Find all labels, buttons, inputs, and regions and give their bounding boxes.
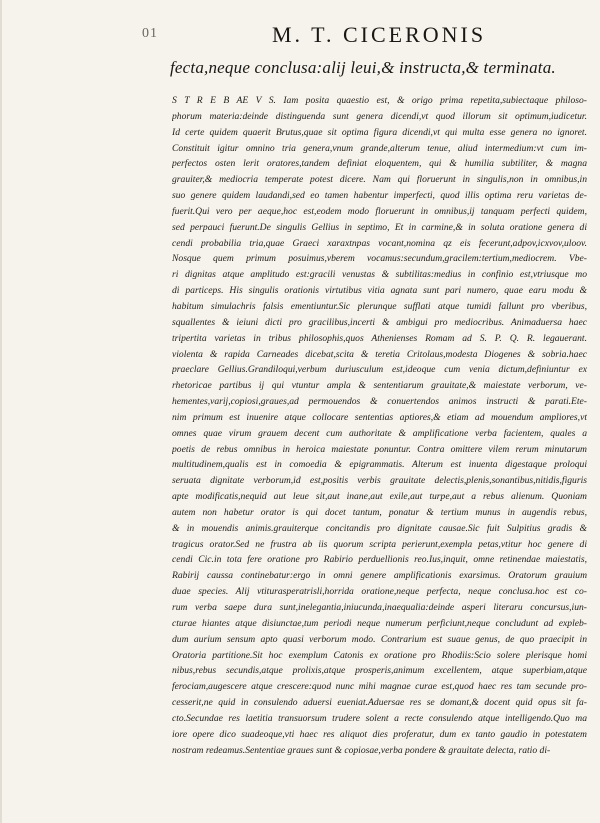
text-line: omnes quae virum grauem decent cum authoritate & amplificatione verba facientem, quales a [172, 427, 587, 439]
text-line: dum aurium sensum apto quasi verborum modo. Contrarium est suaue genus, de quo praecipit in [172, 633, 587, 645]
text-line: nim primum est inuenire atque collocare sententias aptiores,& etiam ad mouendum ampliores,vt [172, 411, 587, 423]
text-line: hementes,varij,copiosi,graues,ad permouendos & conuertendos animos instructi & parati.Ete- [172, 396, 587, 408]
text-line: Id certe quidem quaerit Brutus,quae sit optima figura dicendi,vt qui multa esse genera no ignoret. [172, 126, 587, 138]
text-line: apte modificatis,nequid aut leue sit,aut inane,aut exile,aut turpe,aut a rebus alienum. Quoniam [172, 491, 587, 503]
text-line: poetis de rebus omnibus in heroica maiestate ponuntur. Contra omittere vilem rerum minutarum [172, 443, 587, 455]
text-line: ri dignitas atque amplitudo est:gracili venustas & subtilitas:medius in confinio est,vtriusque mo [172, 269, 587, 281]
text-line: nostram redeamus.Sententiae graues sunt & copiosae,verba pondere & grauitate delecta, ratio di- [172, 744, 551, 756]
text-line: tragicus orator.Sed ne frustra ab iis quorum scripta perierunt,exempla petas,vtitur hoc genere di [172, 538, 587, 550]
text-line: duae species. Alij vtiturasperatrisli,horrida oratione,neque perfecta, neque conclusa.hoc est co- [172, 586, 587, 598]
text-line: cesserit,ne quid in consulendo aduersi eueniat.Aduersae res se domant,& docent quid opus sit fa- [172, 697, 587, 709]
text-line: di particeps. His singulis orationis virtutibus vitia agnata sunt pari numero, quae earu modu & [172, 285, 587, 297]
text-line: grauiter,& mediocria temperate potest dicere. Nam qui floruerunt in singulis,non in omnibus,in [172, 174, 587, 186]
text-line: squallentes & ieiuni dicti pro gracilibus,incerti & ambigui pro mediocribus. Animaduersa haec [172, 316, 587, 328]
text-line: fuerit.Qui vero per aeque,hoc est,eodem modo floruerunt in omnibus,ij tanquam perfecti quidem, [172, 205, 587, 217]
text-line: cto.Secundae res laetitia transuorsum trudere solent a recte consulendo atque intelligendo.Quo ma [172, 712, 587, 724]
text-line: autem non habetur orator is qui docet tantum, ponatur & tertium munus in augendis rebus, [172, 506, 587, 518]
text-line: perfectos osten lerit oratores,tandem definiat eloquentem, qui & humilia subtiliter, & magna [172, 158, 587, 170]
opening-line: fecta,neque conclusa:alij leui,& instructa,& terminata. [170, 58, 556, 77]
running-head: M. T. CICERONIS [272, 22, 487, 47]
text-line: seruata dignitate verborum,id est,positis verbis grauitate delectis,plenis,sonantibus,nitidis,figuris [172, 475, 587, 487]
text-line: ferociam,augescere atque crescere:quod nunc mihi magnae curae est,quod haec res tam secunde pro- [172, 681, 587, 693]
text-line: Rabirij caussa continebatur:ergo in omni genere amplificationis exarsimus. Oratorum grauium [172, 570, 587, 582]
text-line: & in mouendis animis.grauiterque concitandis pro dignitate causae.Sic fuit Sulpitius gradis & [172, 522, 587, 534]
text-line: praeclare Gellius.Grandiloqui,verbum duriusculum est,ideoque cum venia dictum,definiuntur ex [172, 364, 587, 376]
text-line: violenta & rapida Carneades dicebat,scita & teretia Critolaus,modesta Diogenes & sobria.haec [172, 348, 587, 360]
text-line: cturae hiantes atque disiunctae,tum periodi neque numerum perficiunt,neque concludunt ad expleb- [172, 617, 587, 629]
text-line: rum verba saepe dura sunt,inelegantia,iniucunda,inaequalia:deinde asperi literaru concursus,iun- [172, 602, 587, 613]
commentary-text [172, 93, 587, 758]
text-line: tripertita varietas in tribus philosophis,quos Athenienses Romam ad S. P. Q. R. legauerant. [172, 332, 587, 344]
text-line: nibus,rebus secundis,atque prolixis,atque prosperis,animum excellentem, atque superbiam,atque [172, 665, 587, 677]
text-line: Oratoria partitione.Sit hoc exemplum Catonis ex oratione pro Rhodiis:Scio solere plerisque homi [172, 649, 587, 661]
text-line: S T R E B AE V S. Iam posita quaestio est, & origo prima repetita,subiectaque philoso- [172, 95, 587, 106]
text-line: cendi Cic.in tota fere oratione pro Rabirio perduellionis reo.Ius,inquit, omne retinendae maiestatis, [172, 554, 587, 566]
text-line: cendi probabilia tria,quae Graeci xaraxtnpas vocant,nomina qz eis fecerunt,adpov,icxvov,uloov. [172, 237, 587, 249]
text-line: habitum simulachris falsis ementiuntur.Sic plerunque sufflati atque tumidi fallunt pro vberibus, [172, 300, 587, 312]
text-line: iore opere dico suadeoque,vti haec res aliquot dies proferatur, dum ex tanto gaudio in potestatem [172, 728, 587, 740]
folio-number: 01 [142, 26, 158, 41]
text-line: rhetoricae partibus ij qui vtuntur ampla & sententiarum grauitate,& maiestate verborum, ve- [172, 380, 587, 392]
text-line: Constituit igitur omnino tria genera,vnum grande,alterum tenue, aliud intermedium:vt cum im- [172, 142, 587, 154]
text-line: Nosque quem primum posuimus,vberem vocamus:secundum,gracilem:tertium,mediocrem. Vbe- [172, 253, 587, 265]
text-line: sed perpauci fuerunt.De singulis Gellius in septimo, Et in carmine,& in soluta oratione genera di [172, 221, 587, 233]
text-line: suo genere quidem laudandi,sed eo tamen habentur imperfecti, quod illis optima reru varietas de- [172, 190, 587, 202]
text-line: multitudinem,qualis est in comoedia & epigrammatis. Alterum est inuenta digestaque proloqui [172, 459, 587, 471]
text-line: phorum materia:deinde distinguenda sunt genera dicendi,vt quod illorum sit optimum,iudicetur. [172, 110, 587, 122]
